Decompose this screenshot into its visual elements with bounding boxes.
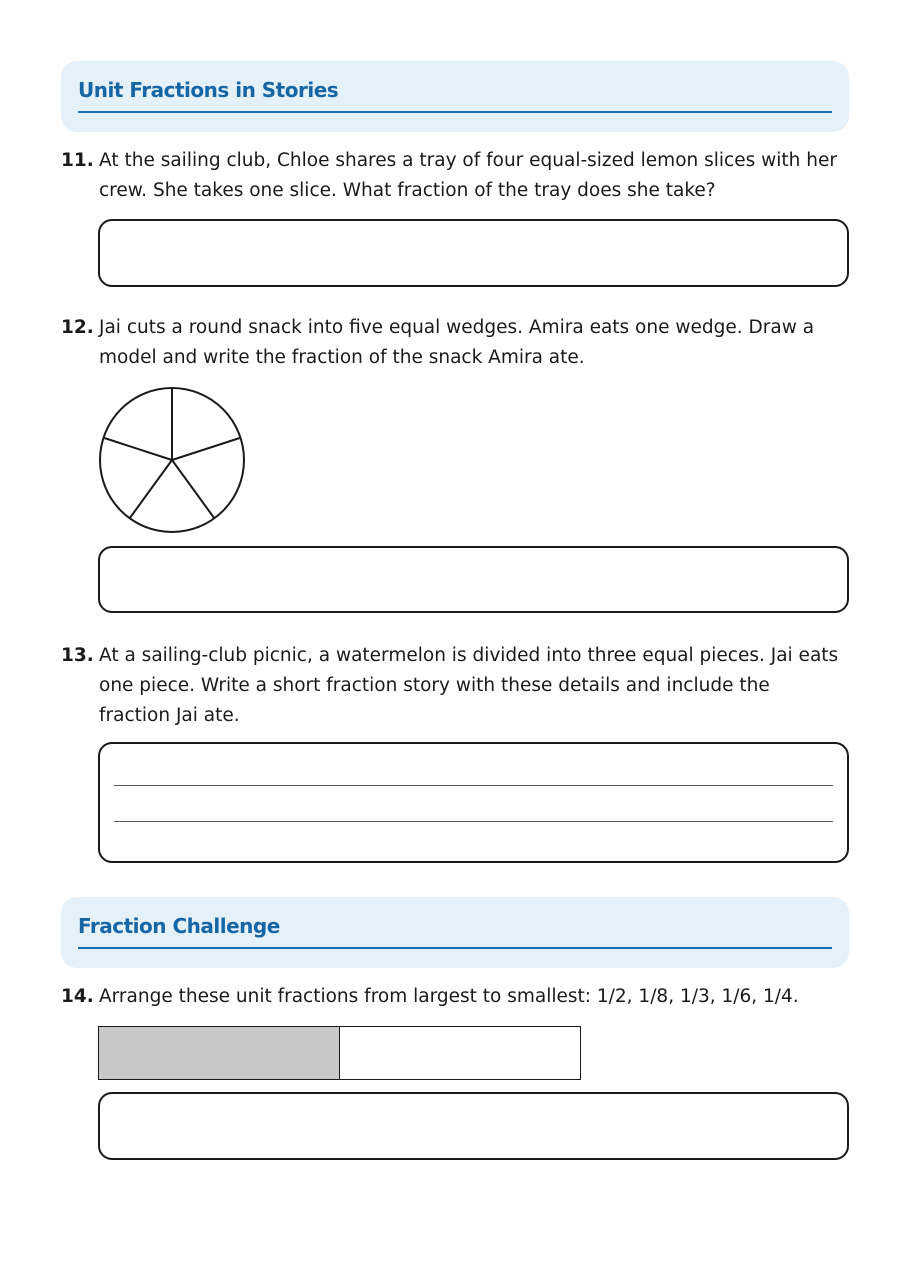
writing-line [114, 785, 833, 786]
answer-box-12[interactable] [98, 546, 849, 613]
question-text: Arrange these unit fractions from largest to smallest: 1/2, 1/8, 1/3, 1/6, 1/4. [99, 986, 799, 1007]
question-12 [61, 313, 841, 373]
section-title: Fraction Challenge [78, 914, 280, 938]
section-header-fraction-challenge [61, 897, 849, 968]
question-number: 13. [61, 645, 94, 666]
question-text: At a sailing-club picnic, a watermelon is divided into three equal pieces. Jai eats one piece. Write a short fraction story with these details and include the fraction Jai ate. [99, 645, 839, 726]
section-rule [78, 111, 832, 113]
question-number: 14. [61, 986, 94, 1007]
question-number: 12. [61, 317, 94, 338]
answer-box-14[interactable] [98, 1092, 849, 1160]
section-title: Unit Fractions in Stories [78, 78, 339, 102]
question-14 [61, 982, 841, 1012]
question-11 [61, 146, 841, 206]
section-rule [78, 947, 832, 949]
fraction-bar-model [98, 1026, 581, 1080]
writing-line [114, 821, 833, 822]
question-number: 11. [61, 150, 94, 171]
bar-part-shaded [99, 1027, 340, 1079]
bar-part-unshaded [340, 1027, 580, 1079]
section-header-unit-fractions [61, 61, 849, 132]
question-13 [61, 641, 841, 731]
question-text: At the sailing club, Chloe shares a tray of four equal-sized lemon slices with her crew. She takes one slice. What fraction of the tray does she take? [99, 150, 837, 201]
question-text: Jai cuts a round snack into five equal wedges. Amira eats one wedge. Draw a model and write the fraction of the snack Amira ate. [99, 317, 815, 368]
answer-box-11[interactable] [98, 219, 849, 287]
pie-model [96, 384, 248, 536]
answer-box-13[interactable] [98, 742, 849, 863]
